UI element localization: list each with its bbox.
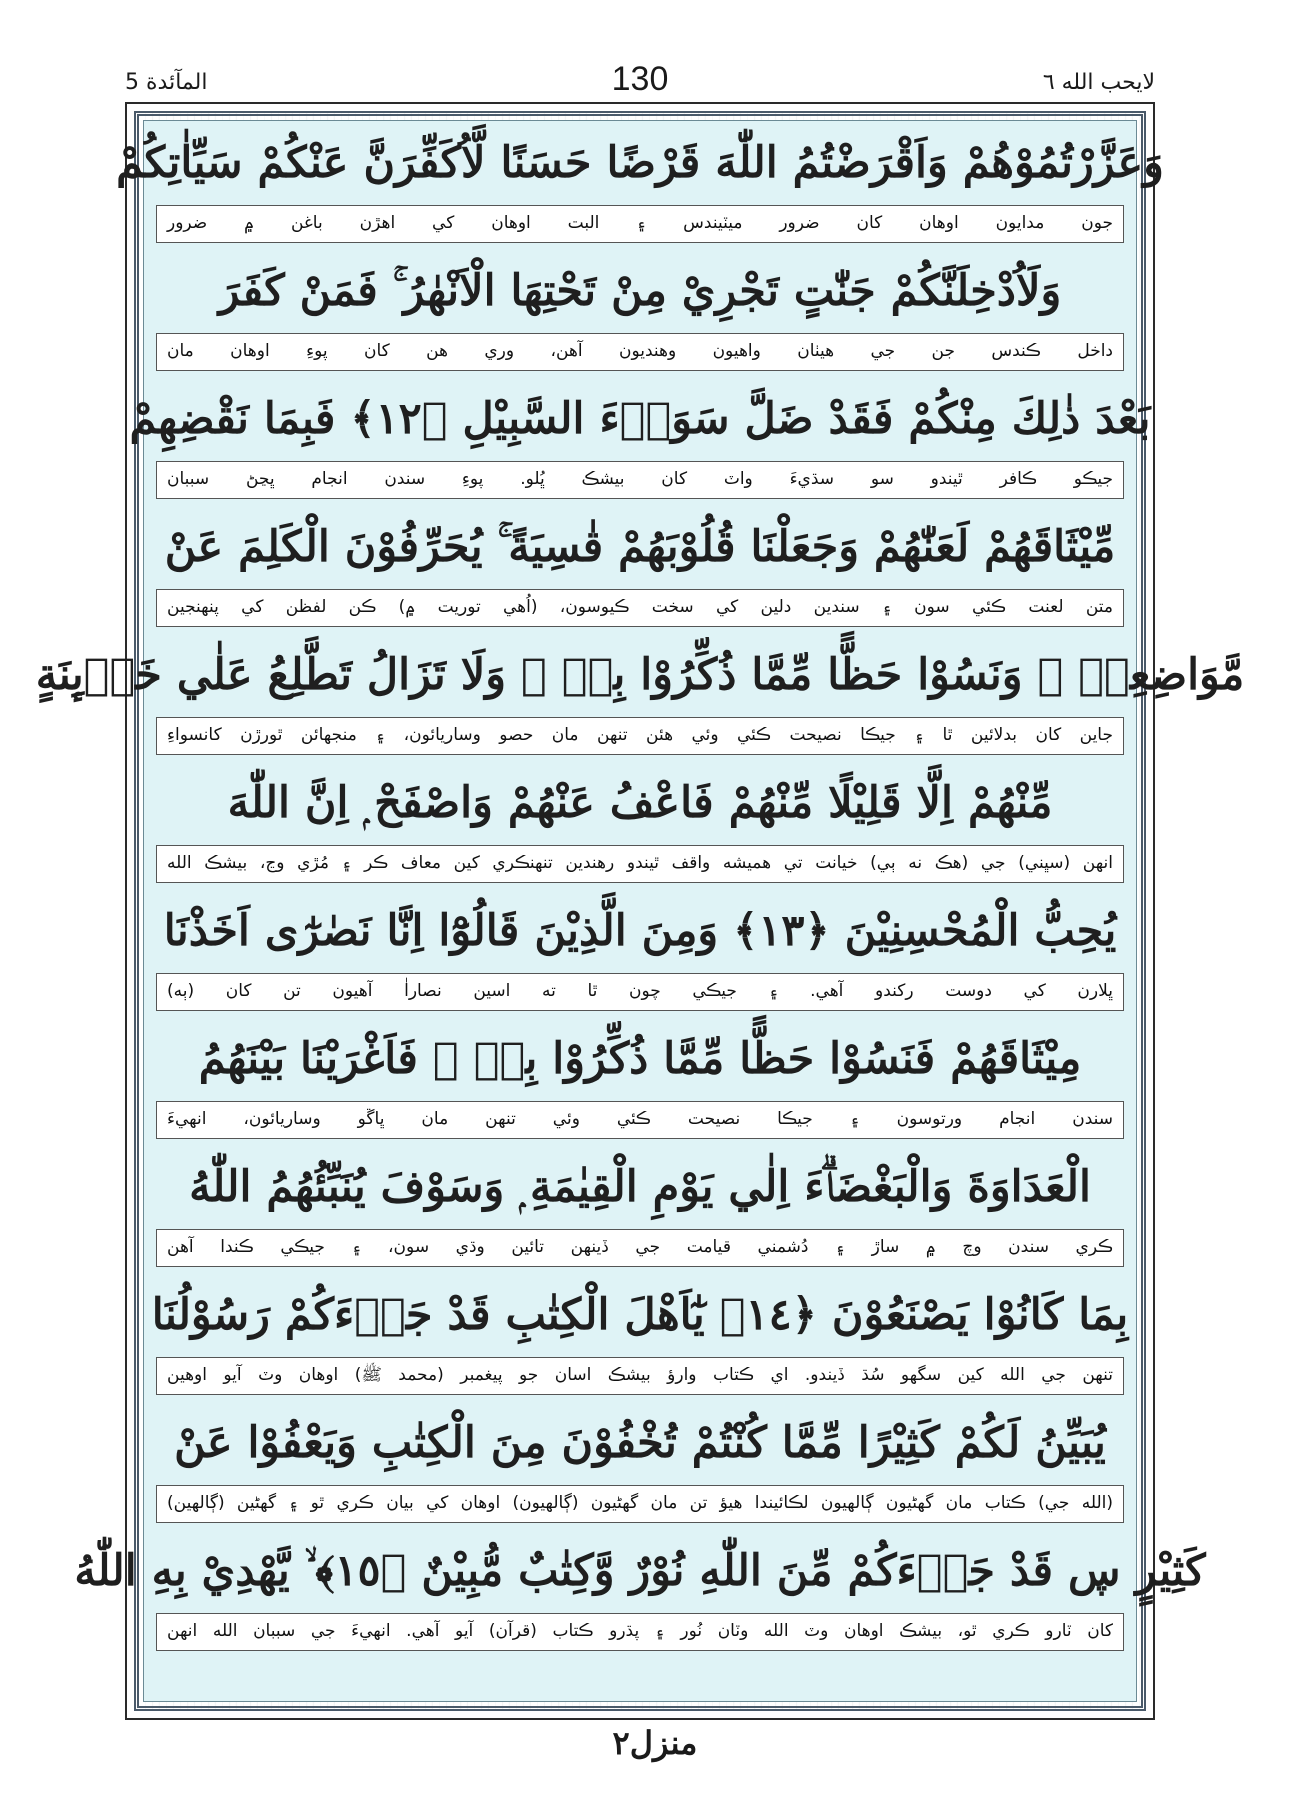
translation-line: (الله جي) ڪتاب مان گهڻيون ڳالهيون لڪائيندا هيؤ تن مان گهڻيون (ڳالهيون) اوهان کي بيان ڪري ٿو ۽ گهڻين (ڳالهين) [156, 1485, 1124, 1523]
verse-block [144, 889, 1136, 1017]
arabic-line: بَعْدَ ذٰلِكَ مِنْكُمْ فَقَدْ ضَلَّ سَوَاۗءَ السَّبِيْلِ ﴿١٢﴾ فَبِمَا نَقْضِهِمْ [129, 394, 1151, 444]
translation-line: ڪري سندن وچ ۾ ساڙ ۽ دُشمني قيامت جي ڏينهن تائين وڌي سون، ۽ جيڪي ڪندا آهن [156, 1229, 1124, 1267]
translation-line: ڀلارن کي دوست رکندو آهي. ۽ جيڪي چون ٿا ته اسين نصاراٰ آهيون تن کان (ٻه) [156, 973, 1124, 1011]
page-content [35, 120, 1245, 1702]
translation-line: داخل ڪندس جن جي هيٺان واهيون وهنديون آهن، وري هن کان پوءِ اوهان مان [156, 333, 1124, 371]
arabic-line: كَثِيْرٍ ڛ قَدْ جَاۗءَكُمْ مِّنَ اللّٰهِ نُوْرٌ وَّكِتٰبٌ مُّبِيْنٌ ﴿١٥﴾ ۙ يَّهْدِيْ بِهِ اللّٰهُ [74, 1546, 1206, 1596]
arabic-line: مِّيْثَاقَهُمْ لَعَنّٰهُمْ وَجَعَلْنَا قُلُوْبَهُمْ قٰسِيَةً ۚ يُحَرِّفُوْنَ الْكَلِمَ عَنْ [164, 522, 1116, 572]
arabic-line: مِيْثَاقَهُمْ فَنَسُوْا حَظًّا مِّمَّا ذُكِّرُوْا بِهٖ ۠ فَاَغْرَيْنَا بَيْنَهُمُ [198, 1034, 1082, 1084]
verse-block [74, 1529, 1206, 1657]
verse-block [144, 761, 1136, 889]
translation-line: جون مدايون اوهان کان ضرور ميٽيندس ۽ البت اوهان کي اهڙن باغن ۾ ضرور [156, 205, 1124, 243]
arabic-line: مِّنْهُمْ اِلَّا قَلِيْلًا مِّنْهُمْ فَاعْفُ عَنْهُمْ وَاصْفَحْ ۭ اِنَّ اللّٰهَ [227, 778, 1053, 828]
verse-block [144, 1273, 1136, 1401]
translation-line: متن لعنت ڪئي سون ۽ سندين دلين کي سخت ڪيوسون، (اُهي توريت ۾) ڪن لفظن کي پنهنجين [156, 589, 1124, 627]
arabic-line: وَلَاُدْخِلَنَّكُمْ جَنّٰتٍ تَجْرِيْ مِنْ تَحْتِهَا الْاَنْهٰرُ ۚ فَمَنْ كَفَرَ [218, 266, 1062, 316]
arabic-line: يُحِبُّ الْمُحْسِنِيْنَ ﴿١٣﴾ وَمِنَ الَّذِيْنَ قَالُوْٓا اِنَّا نَصٰرٰٓى اَخَذْنَا [163, 906, 1117, 956]
surah-label: المآئدة 5 [125, 70, 208, 95]
juz-label: لايحب الله ٦ [1042, 70, 1155, 95]
page-border-frame [35, 102, 1245, 1720]
translation-line: سندن انجام ورتوسون ۽ جيڪا نصيحت ڪئي وئي تنهن مان ڀاڱو وساريائون، انهيءَ [156, 1101, 1124, 1139]
arabic-line: مَّوَاضِعِهٖ ۙ وَنَسُوْا حَظًّا مِّمَّا ذُكِّرُوْا بِهٖ ۚ وَلَا تَزَالُ تَطَّلِعُ عَلٰي خَاۗىِٕنَةٍ [35, 650, 1245, 700]
arabic-line: بِمَا كَانُوْا يَصْنَعُوْنَ ﴿١٤﴾ يٰٓاَهْلَ الْكِتٰبِ قَدْ جَاۗءَكُمْ رَسُوْلُنَا [151, 1290, 1129, 1340]
verse-block [116, 121, 1164, 249]
arabic-line: الْعَدَاوَةَ وَالْبَغْضَاۗءَ اِلٰي يَوْمِ الْقِيٰمَةِ ۭ وَسَوْفَ يُنَبِّئُهُمُ اللّٰهُ [189, 1162, 1091, 1212]
translation-line: کان ٽارو ڪري ٿو، بيشڪ اوهان وٽ الله وٽان نُور ۽ پڌرو ڪتاب (قرآن) آيو آهي. انهيءَ جي سببان الله انهن [156, 1613, 1124, 1651]
translation-line: جيڪو ڪافر ٿيندو سو سڌيءَ واٽ کان بيشڪ ڀُلو. پوءِ سندن انجام ڀڃڻ سببان [156, 461, 1124, 499]
verse-block [144, 1017, 1136, 1145]
verse-block [35, 633, 1245, 761]
verse-block [144, 249, 1136, 377]
verse-block [144, 1145, 1136, 1273]
translation-line: انهن (سڀني) جي (هڪ نه ٻي) خيانت تي هميشه واقف ٿيندو رهندين تنهنڪري کين معاف ڪر ۽ مُڙي وڃ، بيشڪ الله [156, 845, 1124, 883]
arabic-line: يُبَيِّنُ لَكُمْ كَثِيْرًا مِّمَّا كُنْتُمْ تُخْفُوْنَ مِنَ الْكِتٰبِ وَيَعْفُوْا عَنْ [174, 1418, 1106, 1468]
arabic-line: وَعَزَّرْتُمُوْهُمْ وَاَقْرَضْتُمُ اللّٰهَ قَرْضًا حَسَنًا لَّاُكَفِّرَنَّ عَنْكُمْ سَيِّاٰتِكُمْ [116, 138, 1164, 188]
verse-block [144, 505, 1136, 633]
manzil-footer: منزل٢ [612, 1724, 698, 1762]
decorative-border [35, 111, 1245, 1711]
verse-block [129, 377, 1151, 505]
translation-line: تنهن جي الله کين سگهو سُڌ ڏيندو. اي ڪتاب وارؤ بيشڪ اسان جو پيغمبر (محمد ﷺ) اوهان وٽ آيو اوهين [156, 1357, 1124, 1395]
verse-block [144, 1401, 1136, 1529]
page-number: 130 [611, 60, 669, 98]
translation-line: جاين کان بدلائين ٿا ۽ جيڪا نصيحت ڪئي وئي هئن تنهن مان حصو وساريائون، ۽ منجهائن ٿورڙن کانسواءِ [156, 717, 1124, 755]
